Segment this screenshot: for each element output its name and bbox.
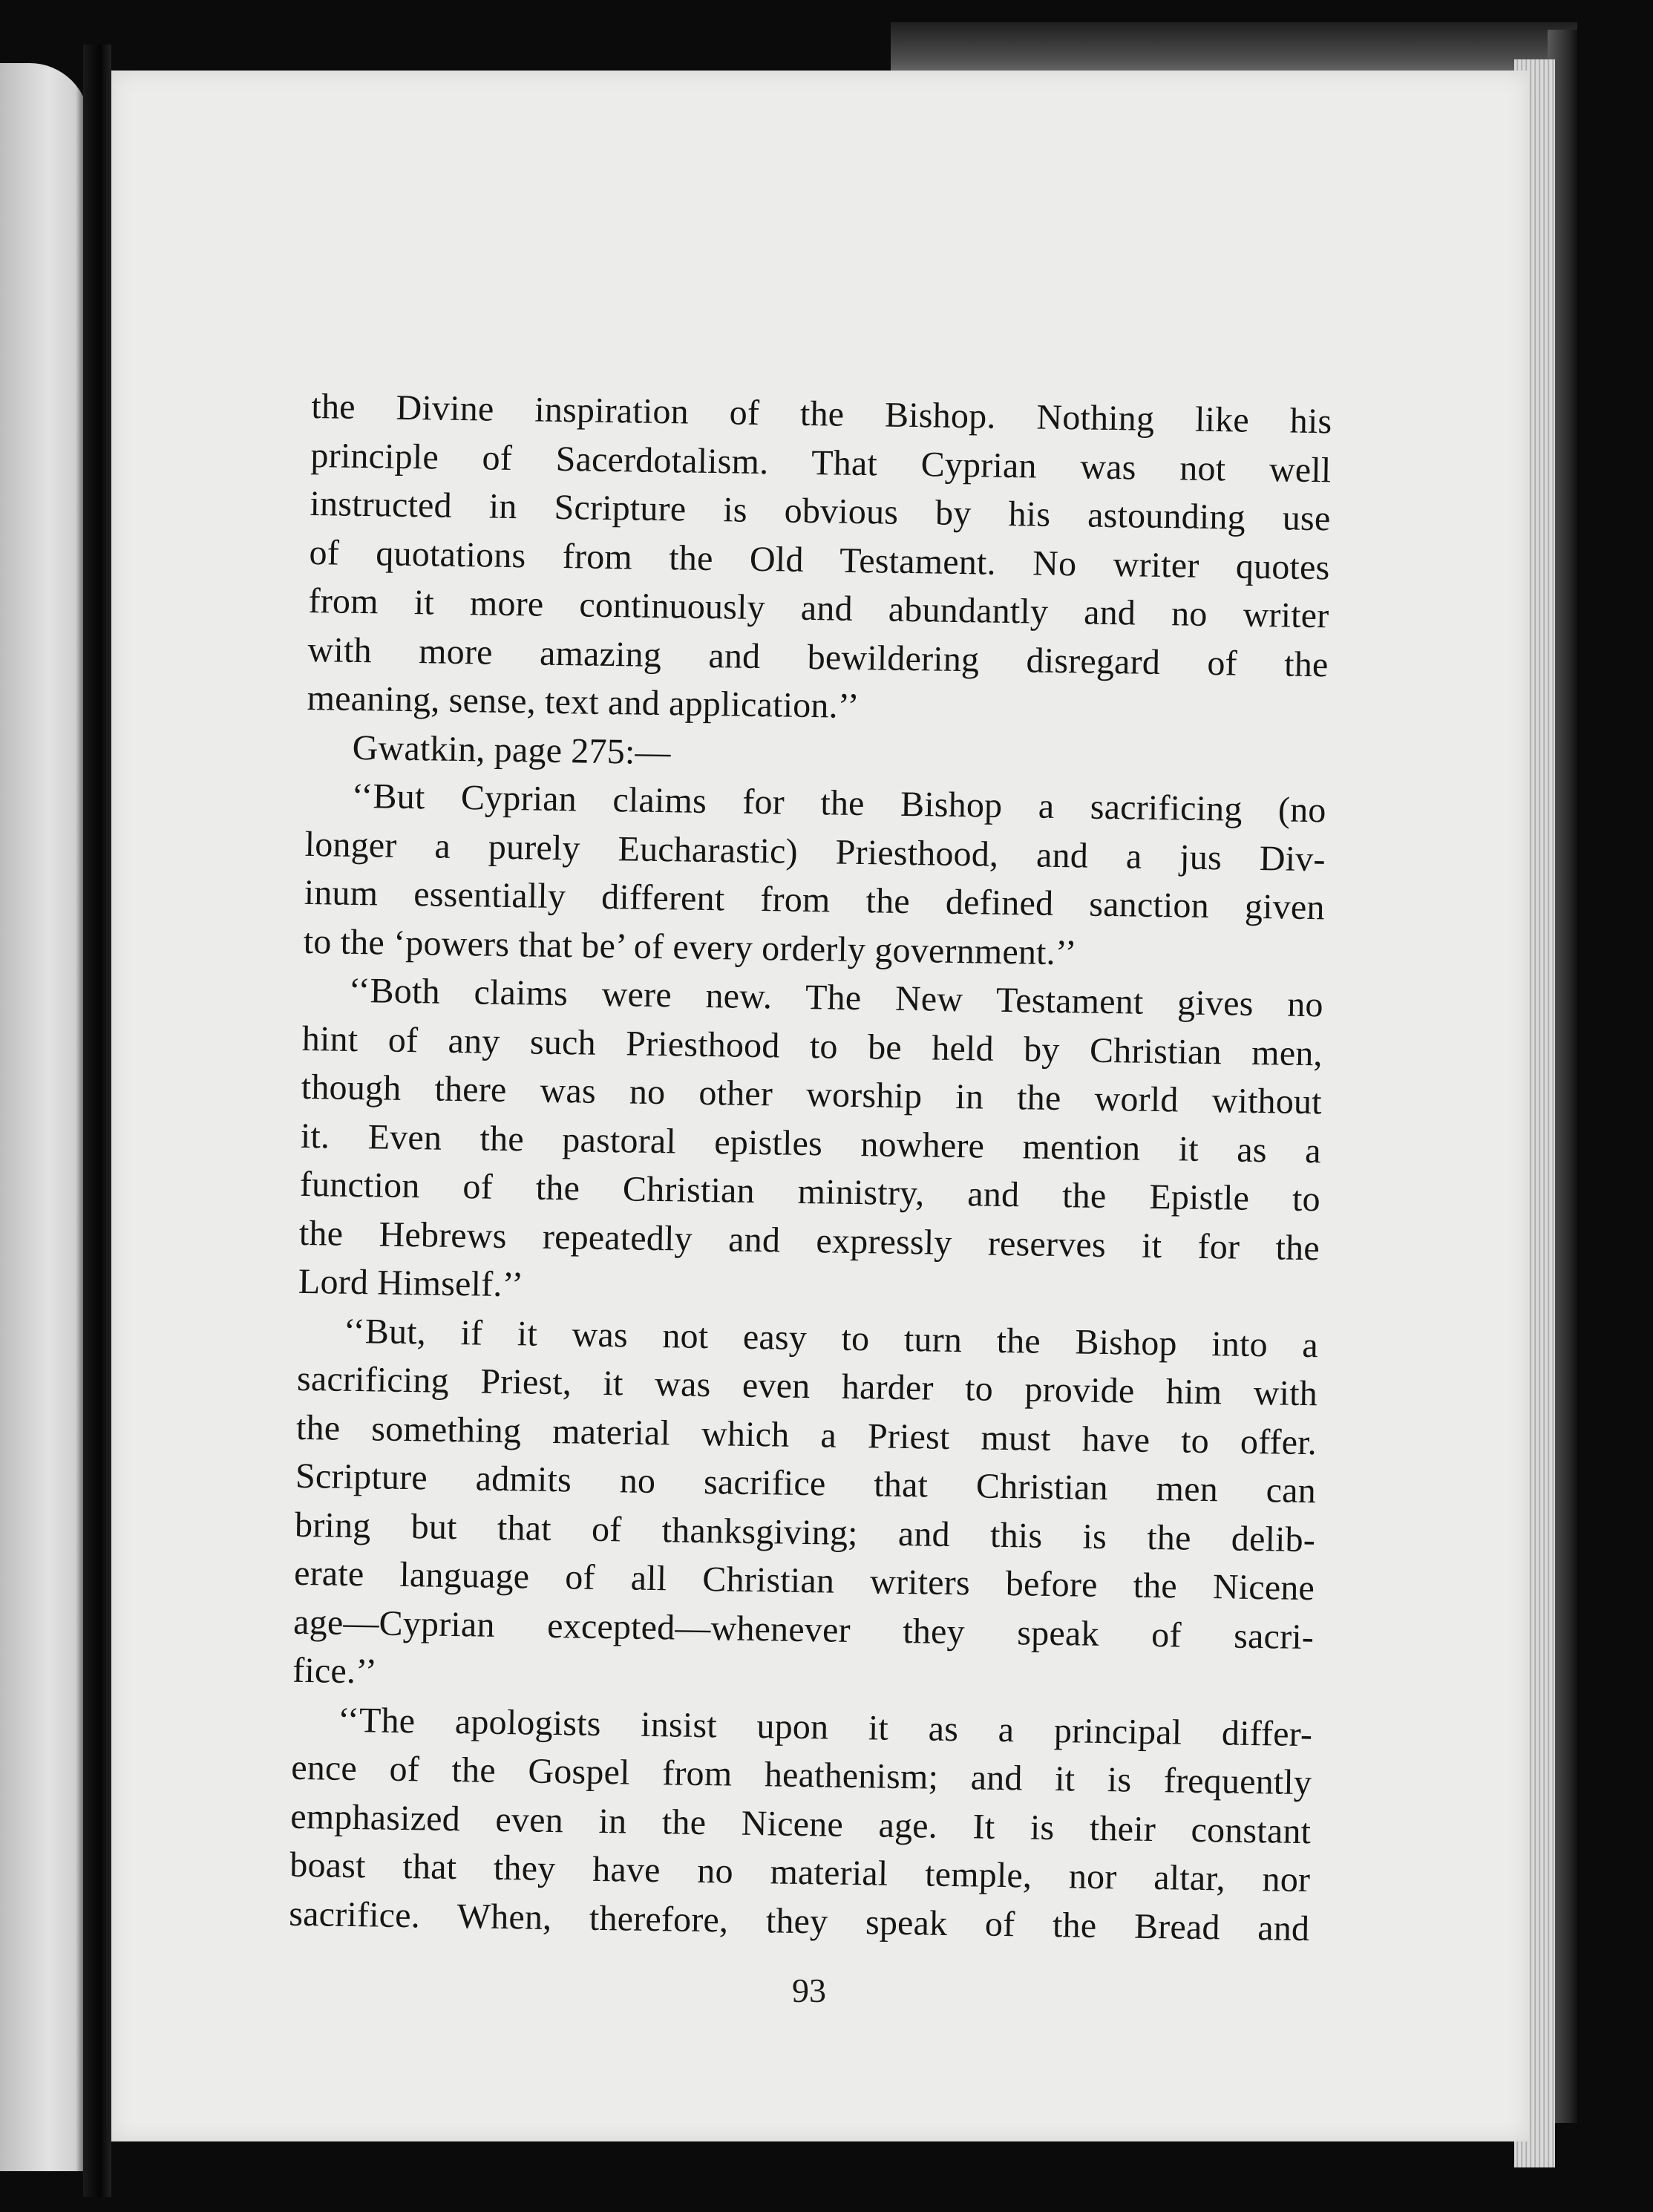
- text-line: inum essentially different from the defined sanction given: [304, 872, 1326, 928]
- text-line: ‘‘But, if it was not easy to turn the Bishop into a: [343, 1311, 1319, 1365]
- text-line: emphasized even in the Nicene age. It is their constant: [289, 1796, 1312, 1851]
- text-line: ence of the Gospel from heathenism; and it is frequently: [290, 1747, 1312, 1803]
- text-line: ‘‘Both claims were new. The New Testament gives no: [348, 970, 1324, 1025]
- book-cover-top-edge: [891, 22, 1577, 74]
- text-line: fice.’’: [292, 1650, 378, 1692]
- text-line: principle of Sacerdotalism. That Cyprian was not well: [310, 435, 1332, 490]
- text-line: bring but that of thanksgiving; and this is the delib-: [294, 1505, 1316, 1560]
- text-line: to the ‘powers that be’ of every orderly government.’’: [303, 921, 1078, 972]
- facing-page-edge: [0, 63, 89, 2171]
- text-line: the Hebrews repeatedly and expressly reserves it for the: [298, 1213, 1320, 1268]
- text-line: though there was no other worship in the world without: [301, 1067, 1323, 1122]
- text-line: longer a purely Eucharastic) Priesthood, and a jus Div-: [304, 824, 1326, 879]
- book-page: [111, 71, 1529, 2141]
- text-line: function of the Christian ministry, and the Epistle to: [299, 1164, 1321, 1220]
- page-number: 93: [792, 1972, 826, 2009]
- text-line: with more amazing and bewildering disregard of the: [307, 629, 1329, 684]
- text-line: sacrificing Priest, it was even harder to provide him with: [296, 1358, 1318, 1414]
- text-line: erate language of all Christian writers before the Nicene: [293, 1553, 1315, 1609]
- text-line: boast that they have no material temple, nor altar, nor: [289, 1845, 1311, 1900]
- book-gutter: [83, 45, 111, 2197]
- text-line: age—Cyprian excepted—whenever they speak of sacri-: [292, 1602, 1315, 1657]
- text-line: Lord Himself.’’: [298, 1261, 524, 1305]
- text-line: from it more continuously and abundantly and no writer: [308, 580, 1329, 636]
- text-line: Gwatkin, page 275:—: [352, 727, 672, 772]
- body-text: [289, 382, 1332, 1953]
- text-line: Scripture admits no sacrifice that Christian men can: [295, 1456, 1317, 1511]
- text-line: the something material which a Priest must have to offer.: [295, 1407, 1318, 1462]
- text-line: it. Even the pastoral epistles nowhere mention it as a: [300, 1116, 1322, 1171]
- text-line: meaning, sense, text and application.’’: [307, 678, 860, 726]
- text-line: of quotations from the Old Testament. No writer quotes: [309, 532, 1330, 587]
- text-line: hint of any such Priesthood to be held by Christian men,: [301, 1018, 1323, 1073]
- text-line: ‘‘The apologists insist upon it as a principal differ-: [337, 1700, 1313, 1754]
- text-line: the Divine inspiration of the Bishop. Nothing like his: [311, 386, 1332, 442]
- text-line: instructed in Scripture is obvious by his astounding use: [310, 483, 1331, 539]
- text-line: ‘‘But Cyprian claims for the Bishop a sacrificing (no: [351, 776, 1326, 831]
- text-line: sacrifice. When, therefore, they speak of the Bread and: [289, 1894, 1310, 1948]
